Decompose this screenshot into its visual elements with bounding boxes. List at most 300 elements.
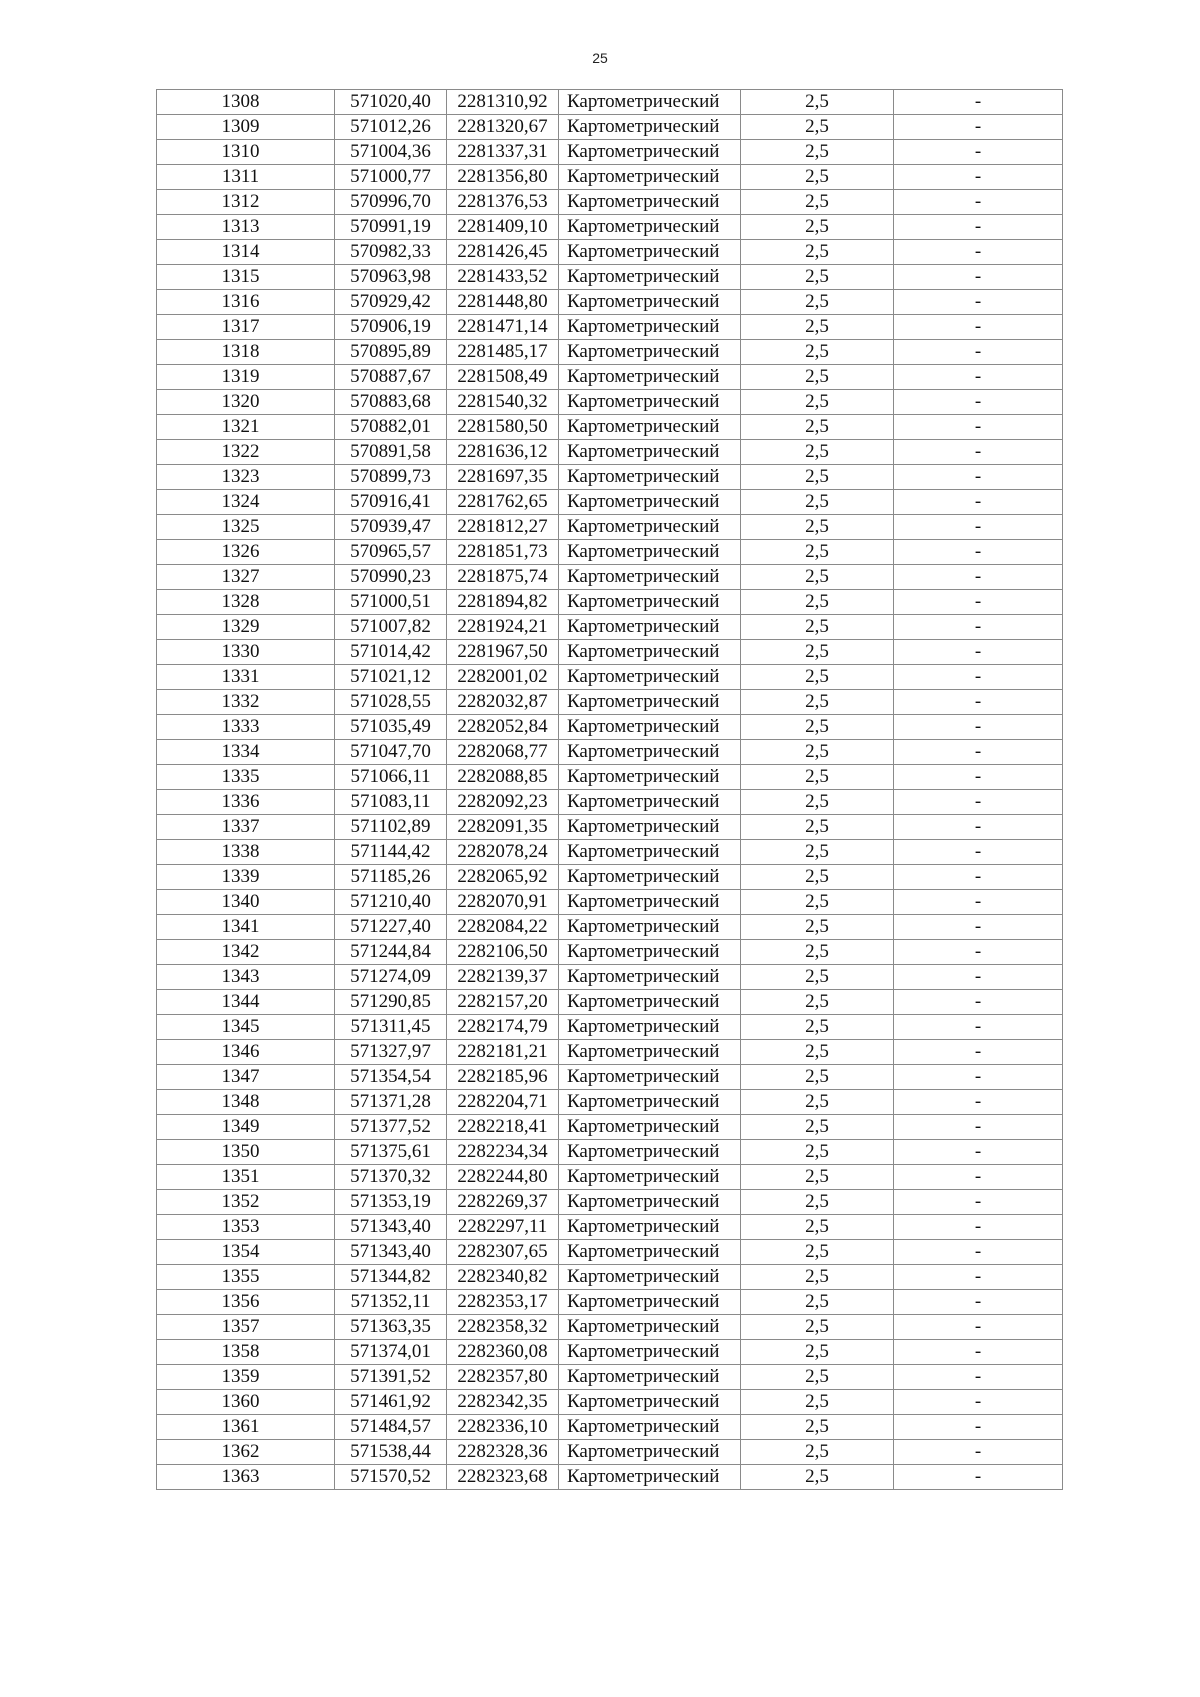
point-number-cell: 1356	[157, 1290, 335, 1315]
description-cell: -	[894, 1240, 1063, 1265]
y-coordinate-cell: 2282342,35	[447, 1390, 559, 1415]
description-cell: -	[894, 1015, 1063, 1040]
table-row	[157, 1090, 1063, 1115]
point-number-cell: 1361	[157, 1415, 335, 1440]
accuracy-cell: 2,5	[741, 1415, 894, 1440]
description-cell: -	[894, 1040, 1063, 1065]
x-coordinate-cell: 571290,85	[335, 990, 447, 1015]
table-row	[157, 615, 1063, 640]
table-row	[157, 1165, 1063, 1190]
table-row	[157, 1065, 1063, 1090]
point-number-cell: 1314	[157, 240, 335, 265]
point-number-cell: 1359	[157, 1365, 335, 1390]
y-coordinate-cell: 2282088,85	[447, 765, 559, 790]
y-coordinate-cell: 2282353,17	[447, 1290, 559, 1315]
point-number-cell: 1317	[157, 315, 335, 340]
method-cell: Картометрический	[559, 815, 741, 840]
accuracy-cell: 2,5	[741, 1465, 894, 1490]
table-row	[157, 515, 1063, 540]
y-coordinate-cell: 2281540,32	[447, 390, 559, 415]
table-row	[157, 240, 1063, 265]
point-number-cell: 1324	[157, 490, 335, 515]
method-cell: Картометрический	[559, 565, 741, 590]
point-number-cell: 1320	[157, 390, 335, 415]
x-coordinate-cell: 571007,82	[335, 615, 447, 640]
point-number-cell: 1312	[157, 190, 335, 215]
method-cell: Картометрический	[559, 1190, 741, 1215]
table-row	[157, 590, 1063, 615]
point-number-cell: 1322	[157, 440, 335, 465]
x-coordinate-cell: 571144,42	[335, 840, 447, 865]
table-row	[157, 1265, 1063, 1290]
point-number-cell: 1345	[157, 1015, 335, 1040]
accuracy-cell: 2,5	[741, 865, 894, 890]
accuracy-cell: 2,5	[741, 140, 894, 165]
method-cell: Картометрический	[559, 490, 741, 515]
description-cell: -	[894, 165, 1063, 190]
description-cell: -	[894, 990, 1063, 1015]
method-cell: Картометрический	[559, 1315, 741, 1340]
table-row	[157, 990, 1063, 1015]
x-coordinate-cell: 571028,55	[335, 690, 447, 715]
point-number-cell: 1352	[157, 1190, 335, 1215]
y-coordinate-cell: 2281580,50	[447, 415, 559, 440]
method-cell: Картометрический	[559, 1415, 741, 1440]
accuracy-cell: 2,5	[741, 1440, 894, 1465]
description-cell: -	[894, 540, 1063, 565]
table-row	[157, 1015, 1063, 1040]
x-coordinate-cell: 571210,40	[335, 890, 447, 915]
point-number-cell: 1326	[157, 540, 335, 565]
x-coordinate-cell: 571370,32	[335, 1165, 447, 1190]
table-row	[157, 940, 1063, 965]
point-number-cell: 1342	[157, 940, 335, 965]
x-coordinate-cell: 571311,45	[335, 1015, 447, 1040]
y-coordinate-cell: 2282323,68	[447, 1465, 559, 1490]
description-cell: -	[894, 1390, 1063, 1415]
point-number-cell: 1357	[157, 1315, 335, 1340]
method-cell: Картометрический	[559, 390, 741, 415]
x-coordinate-cell: 571343,40	[335, 1215, 447, 1240]
description-cell: -	[894, 640, 1063, 665]
x-coordinate-cell: 571000,77	[335, 165, 447, 190]
method-cell: Картометрический	[559, 1065, 741, 1090]
method-cell: Картометрический	[559, 890, 741, 915]
x-coordinate-cell: 570891,58	[335, 440, 447, 465]
accuracy-cell: 2,5	[741, 115, 894, 140]
x-coordinate-cell: 570996,70	[335, 190, 447, 215]
accuracy-cell: 2,5	[741, 240, 894, 265]
x-coordinate-cell: 571484,57	[335, 1415, 447, 1440]
x-coordinate-cell: 571570,52	[335, 1465, 447, 1490]
description-cell: -	[894, 915, 1063, 940]
point-number-cell: 1349	[157, 1115, 335, 1140]
x-coordinate-cell: 571354,54	[335, 1065, 447, 1090]
accuracy-cell: 2,5	[741, 915, 894, 940]
method-cell: Картометрический	[559, 590, 741, 615]
accuracy-cell: 2,5	[741, 1365, 894, 1390]
accuracy-cell: 2,5	[741, 565, 894, 590]
accuracy-cell: 2,5	[741, 415, 894, 440]
description-cell: -	[894, 765, 1063, 790]
accuracy-cell: 2,5	[741, 1115, 894, 1140]
description-cell: -	[894, 1065, 1063, 1090]
x-coordinate-cell: 570963,98	[335, 265, 447, 290]
page-number: 25	[592, 50, 608, 66]
accuracy-cell: 2,5	[741, 540, 894, 565]
method-cell: Картометрический	[559, 290, 741, 315]
point-number-cell: 1321	[157, 415, 335, 440]
point-number-cell: 1323	[157, 465, 335, 490]
method-cell: Картометрический	[559, 765, 741, 790]
method-cell: Картометрический	[559, 1240, 741, 1265]
description-cell: -	[894, 315, 1063, 340]
accuracy-cell: 2,5	[741, 365, 894, 390]
x-coordinate-cell: 570982,33	[335, 240, 447, 265]
accuracy-cell: 2,5	[741, 440, 894, 465]
accuracy-cell: 2,5	[741, 390, 894, 415]
y-coordinate-cell: 2282092,23	[447, 790, 559, 815]
accuracy-cell: 2,5	[741, 690, 894, 715]
method-cell: Картометрический	[559, 1140, 741, 1165]
x-coordinate-cell: 571538,44	[335, 1440, 447, 1465]
method-cell: Картометрический	[559, 1115, 741, 1140]
y-coordinate-cell: 2281448,80	[447, 290, 559, 315]
description-cell: -	[894, 940, 1063, 965]
y-coordinate-cell: 2281636,12	[447, 440, 559, 465]
point-number-cell: 1348	[157, 1090, 335, 1115]
y-coordinate-cell: 2282052,84	[447, 715, 559, 740]
y-coordinate-cell: 2281508,49	[447, 365, 559, 390]
description-cell: -	[894, 815, 1063, 840]
method-cell: Картометрический	[559, 790, 741, 815]
description-cell: -	[894, 1365, 1063, 1390]
point-number-cell: 1363	[157, 1465, 335, 1490]
accuracy-cell: 2,5	[741, 1240, 894, 1265]
table-row	[157, 740, 1063, 765]
x-coordinate-cell: 571274,09	[335, 965, 447, 990]
y-coordinate-cell: 2281337,31	[447, 140, 559, 165]
x-coordinate-cell: 571343,40	[335, 1240, 447, 1265]
table-row	[157, 1215, 1063, 1240]
method-cell: Картометрический	[559, 690, 741, 715]
description-cell: -	[894, 290, 1063, 315]
x-coordinate-cell: 571371,28	[335, 1090, 447, 1115]
accuracy-cell: 2,5	[741, 990, 894, 1015]
method-cell: Картометрический	[559, 1365, 741, 1390]
description-cell: -	[894, 1440, 1063, 1465]
description-cell: -	[894, 115, 1063, 140]
accuracy-cell: 2,5	[741, 640, 894, 665]
accuracy-cell: 2,5	[741, 165, 894, 190]
point-number-cell: 1335	[157, 765, 335, 790]
y-coordinate-cell: 2282078,24	[447, 840, 559, 865]
point-number-cell: 1330	[157, 640, 335, 665]
description-cell: -	[894, 340, 1063, 365]
y-coordinate-cell: 2281485,17	[447, 340, 559, 365]
x-coordinate-cell: 571244,84	[335, 940, 447, 965]
table-row	[157, 1365, 1063, 1390]
description-cell: -	[894, 215, 1063, 240]
description-cell: -	[894, 140, 1063, 165]
accuracy-cell: 2,5	[741, 340, 894, 365]
accuracy-cell: 2,5	[741, 840, 894, 865]
x-coordinate-cell: 571344,82	[335, 1265, 447, 1290]
description-cell: -	[894, 790, 1063, 815]
x-coordinate-cell: 571066,11	[335, 765, 447, 790]
description-cell: -	[894, 840, 1063, 865]
point-number-cell: 1334	[157, 740, 335, 765]
accuracy-cell: 2,5	[741, 965, 894, 990]
table-row	[157, 890, 1063, 915]
x-coordinate-cell: 571102,89	[335, 815, 447, 840]
point-number-cell: 1360	[157, 1390, 335, 1415]
accuracy-cell: 2,5	[741, 90, 894, 115]
method-cell: Картометрический	[559, 415, 741, 440]
table-row	[157, 1190, 1063, 1215]
y-coordinate-cell: 2282336,10	[447, 1415, 559, 1440]
method-cell: Картометрический	[559, 1215, 741, 1240]
accuracy-cell: 2,5	[741, 790, 894, 815]
method-cell: Картометрический	[559, 915, 741, 940]
method-cell: Картометрический	[559, 1440, 741, 1465]
method-cell: Картометрический	[559, 640, 741, 665]
description-cell: -	[894, 240, 1063, 265]
description-cell: -	[894, 590, 1063, 615]
table-row	[157, 1115, 1063, 1140]
point-number-cell: 1328	[157, 590, 335, 615]
description-cell: -	[894, 265, 1063, 290]
table-row	[157, 665, 1063, 690]
x-coordinate-cell: 570929,42	[335, 290, 447, 315]
x-coordinate-cell: 570899,73	[335, 465, 447, 490]
method-cell: Картометрический	[559, 540, 741, 565]
x-coordinate-cell: 570990,23	[335, 565, 447, 590]
y-coordinate-cell: 2281762,65	[447, 490, 559, 515]
y-coordinate-cell: 2282328,36	[447, 1440, 559, 1465]
accuracy-cell: 2,5	[741, 190, 894, 215]
x-coordinate-cell: 571377,52	[335, 1115, 447, 1140]
table-row	[157, 540, 1063, 565]
x-coordinate-cell: 571012,26	[335, 115, 447, 140]
x-coordinate-cell: 571000,51	[335, 590, 447, 615]
method-cell: Картометрический	[559, 440, 741, 465]
accuracy-cell: 2,5	[741, 715, 894, 740]
method-cell: Картометрический	[559, 190, 741, 215]
description-cell: -	[894, 465, 1063, 490]
method-cell: Картометрический	[559, 315, 741, 340]
point-number-cell: 1310	[157, 140, 335, 165]
table-row	[157, 565, 1063, 590]
y-coordinate-cell: 2282084,22	[447, 915, 559, 940]
method-cell: Картометрический	[559, 1340, 741, 1365]
description-cell: -	[894, 190, 1063, 215]
point-number-cell: 1333	[157, 715, 335, 740]
point-number-cell: 1343	[157, 965, 335, 990]
table-row	[157, 1440, 1063, 1465]
point-number-cell: 1350	[157, 1140, 335, 1165]
x-coordinate-cell: 570916,41	[335, 490, 447, 515]
method-cell: Картометрический	[559, 1090, 741, 1115]
description-cell: -	[894, 1165, 1063, 1190]
y-coordinate-cell: 2281310,92	[447, 90, 559, 115]
table-row	[157, 215, 1063, 240]
method-cell: Картометрический	[559, 965, 741, 990]
accuracy-cell: 2,5	[741, 265, 894, 290]
method-cell: Картометрический	[559, 840, 741, 865]
accuracy-cell: 2,5	[741, 1165, 894, 1190]
x-coordinate-cell: 571021,12	[335, 665, 447, 690]
description-cell: -	[894, 890, 1063, 915]
point-number-cell: 1344	[157, 990, 335, 1015]
method-cell: Картометрический	[559, 715, 741, 740]
x-coordinate-cell: 571035,49	[335, 715, 447, 740]
table-row	[157, 165, 1063, 190]
description-cell: -	[894, 1340, 1063, 1365]
method-cell: Картометрический	[559, 1040, 741, 1065]
x-coordinate-cell: 570991,19	[335, 215, 447, 240]
point-number-cell: 1355	[157, 1265, 335, 1290]
table-row	[157, 415, 1063, 440]
point-number-cell: 1331	[157, 665, 335, 690]
y-coordinate-cell: 2281697,35	[447, 465, 559, 490]
y-coordinate-cell: 2282297,11	[447, 1215, 559, 1240]
x-coordinate-cell: 571375,61	[335, 1140, 447, 1165]
point-number-cell: 1341	[157, 915, 335, 940]
description-cell: -	[894, 1315, 1063, 1340]
accuracy-cell: 2,5	[741, 1290, 894, 1315]
method-cell: Картометрический	[559, 265, 741, 290]
table-row	[157, 290, 1063, 315]
y-coordinate-cell: 2282340,82	[447, 1265, 559, 1290]
y-coordinate-cell: 2282181,21	[447, 1040, 559, 1065]
description-cell: -	[894, 440, 1063, 465]
description-cell: -	[894, 715, 1063, 740]
point-number-cell: 1313	[157, 215, 335, 240]
point-number-cell: 1316	[157, 290, 335, 315]
method-cell: Картометрический	[559, 140, 741, 165]
accuracy-cell: 2,5	[741, 1190, 894, 1215]
description-cell: -	[894, 565, 1063, 590]
description-cell: -	[894, 490, 1063, 515]
accuracy-cell: 2,5	[741, 1015, 894, 1040]
table-row	[157, 690, 1063, 715]
y-coordinate-cell: 2281875,74	[447, 565, 559, 590]
x-coordinate-cell: 571363,35	[335, 1315, 447, 1340]
y-coordinate-cell: 2282001,02	[447, 665, 559, 690]
table-row	[157, 915, 1063, 940]
accuracy-cell: 2,5	[741, 615, 894, 640]
y-coordinate-cell: 2282307,65	[447, 1240, 559, 1265]
accuracy-cell: 2,5	[741, 590, 894, 615]
method-cell: Картометрический	[559, 1465, 741, 1490]
table-row	[157, 390, 1063, 415]
x-coordinate-cell: 570887,67	[335, 365, 447, 390]
y-coordinate-cell: 2282218,41	[447, 1115, 559, 1140]
description-cell: -	[894, 1115, 1063, 1140]
point-number-cell: 1339	[157, 865, 335, 890]
method-cell: Картометрический	[559, 1390, 741, 1415]
x-coordinate-cell: 571047,70	[335, 740, 447, 765]
table-row	[157, 465, 1063, 490]
accuracy-cell: 2,5	[741, 1390, 894, 1415]
accuracy-cell: 2,5	[741, 490, 894, 515]
x-coordinate-cell: 570906,19	[335, 315, 447, 340]
y-coordinate-cell: 2281894,82	[447, 590, 559, 615]
coordinates-table	[156, 89, 1063, 1490]
accuracy-cell: 2,5	[741, 1215, 894, 1240]
table-row	[157, 840, 1063, 865]
point-number-cell: 1332	[157, 690, 335, 715]
table-row	[157, 140, 1063, 165]
table-row	[157, 1415, 1063, 1440]
table-row	[157, 715, 1063, 740]
point-number-cell: 1329	[157, 615, 335, 640]
accuracy-cell: 2,5	[741, 740, 894, 765]
point-number-cell: 1318	[157, 340, 335, 365]
accuracy-cell: 2,5	[741, 1065, 894, 1090]
description-cell: -	[894, 1140, 1063, 1165]
table-row	[157, 190, 1063, 215]
y-coordinate-cell: 2282106,50	[447, 940, 559, 965]
description-cell: -	[894, 665, 1063, 690]
y-coordinate-cell: 2282360,08	[447, 1340, 559, 1365]
coordinates-table-body	[157, 90, 1063, 1490]
method-cell: Картометрический	[559, 215, 741, 240]
x-coordinate-cell: 571327,97	[335, 1040, 447, 1065]
y-coordinate-cell: 2282139,37	[447, 965, 559, 990]
accuracy-cell: 2,5	[741, 315, 894, 340]
method-cell: Картометрический	[559, 465, 741, 490]
table-row	[157, 1340, 1063, 1365]
y-coordinate-cell: 2282032,87	[447, 690, 559, 715]
method-cell: Картометрический	[559, 740, 741, 765]
y-coordinate-cell: 2282091,35	[447, 815, 559, 840]
table-row	[157, 815, 1063, 840]
table-row	[157, 365, 1063, 390]
accuracy-cell: 2,5	[741, 890, 894, 915]
point-number-cell: 1325	[157, 515, 335, 540]
y-coordinate-cell: 2281320,67	[447, 115, 559, 140]
description-cell: -	[894, 1190, 1063, 1215]
table-row	[157, 440, 1063, 465]
table-row	[157, 965, 1063, 990]
y-coordinate-cell: 2282269,37	[447, 1190, 559, 1215]
y-coordinate-cell: 2282068,77	[447, 740, 559, 765]
point-number-cell: 1351	[157, 1165, 335, 1190]
y-coordinate-cell: 2281924,21	[447, 615, 559, 640]
method-cell: Картометрический	[559, 340, 741, 365]
x-coordinate-cell: 570882,01	[335, 415, 447, 440]
y-coordinate-cell: 2282244,80	[447, 1165, 559, 1190]
accuracy-cell: 2,5	[741, 765, 894, 790]
point-number-cell: 1336	[157, 790, 335, 815]
y-coordinate-cell: 2281376,53	[447, 190, 559, 215]
accuracy-cell: 2,5	[741, 1265, 894, 1290]
accuracy-cell: 2,5	[741, 515, 894, 540]
point-number-cell: 1340	[157, 890, 335, 915]
method-cell: Картометрический	[559, 940, 741, 965]
accuracy-cell: 2,5	[741, 465, 894, 490]
x-coordinate-cell: 571083,11	[335, 790, 447, 815]
x-coordinate-cell: 570883,68	[335, 390, 447, 415]
table-row	[157, 1290, 1063, 1315]
method-cell: Картометрический	[559, 240, 741, 265]
point-number-cell: 1354	[157, 1240, 335, 1265]
description-cell: -	[894, 690, 1063, 715]
x-coordinate-cell: 571391,52	[335, 1365, 447, 1390]
method-cell: Картометрический	[559, 1015, 741, 1040]
